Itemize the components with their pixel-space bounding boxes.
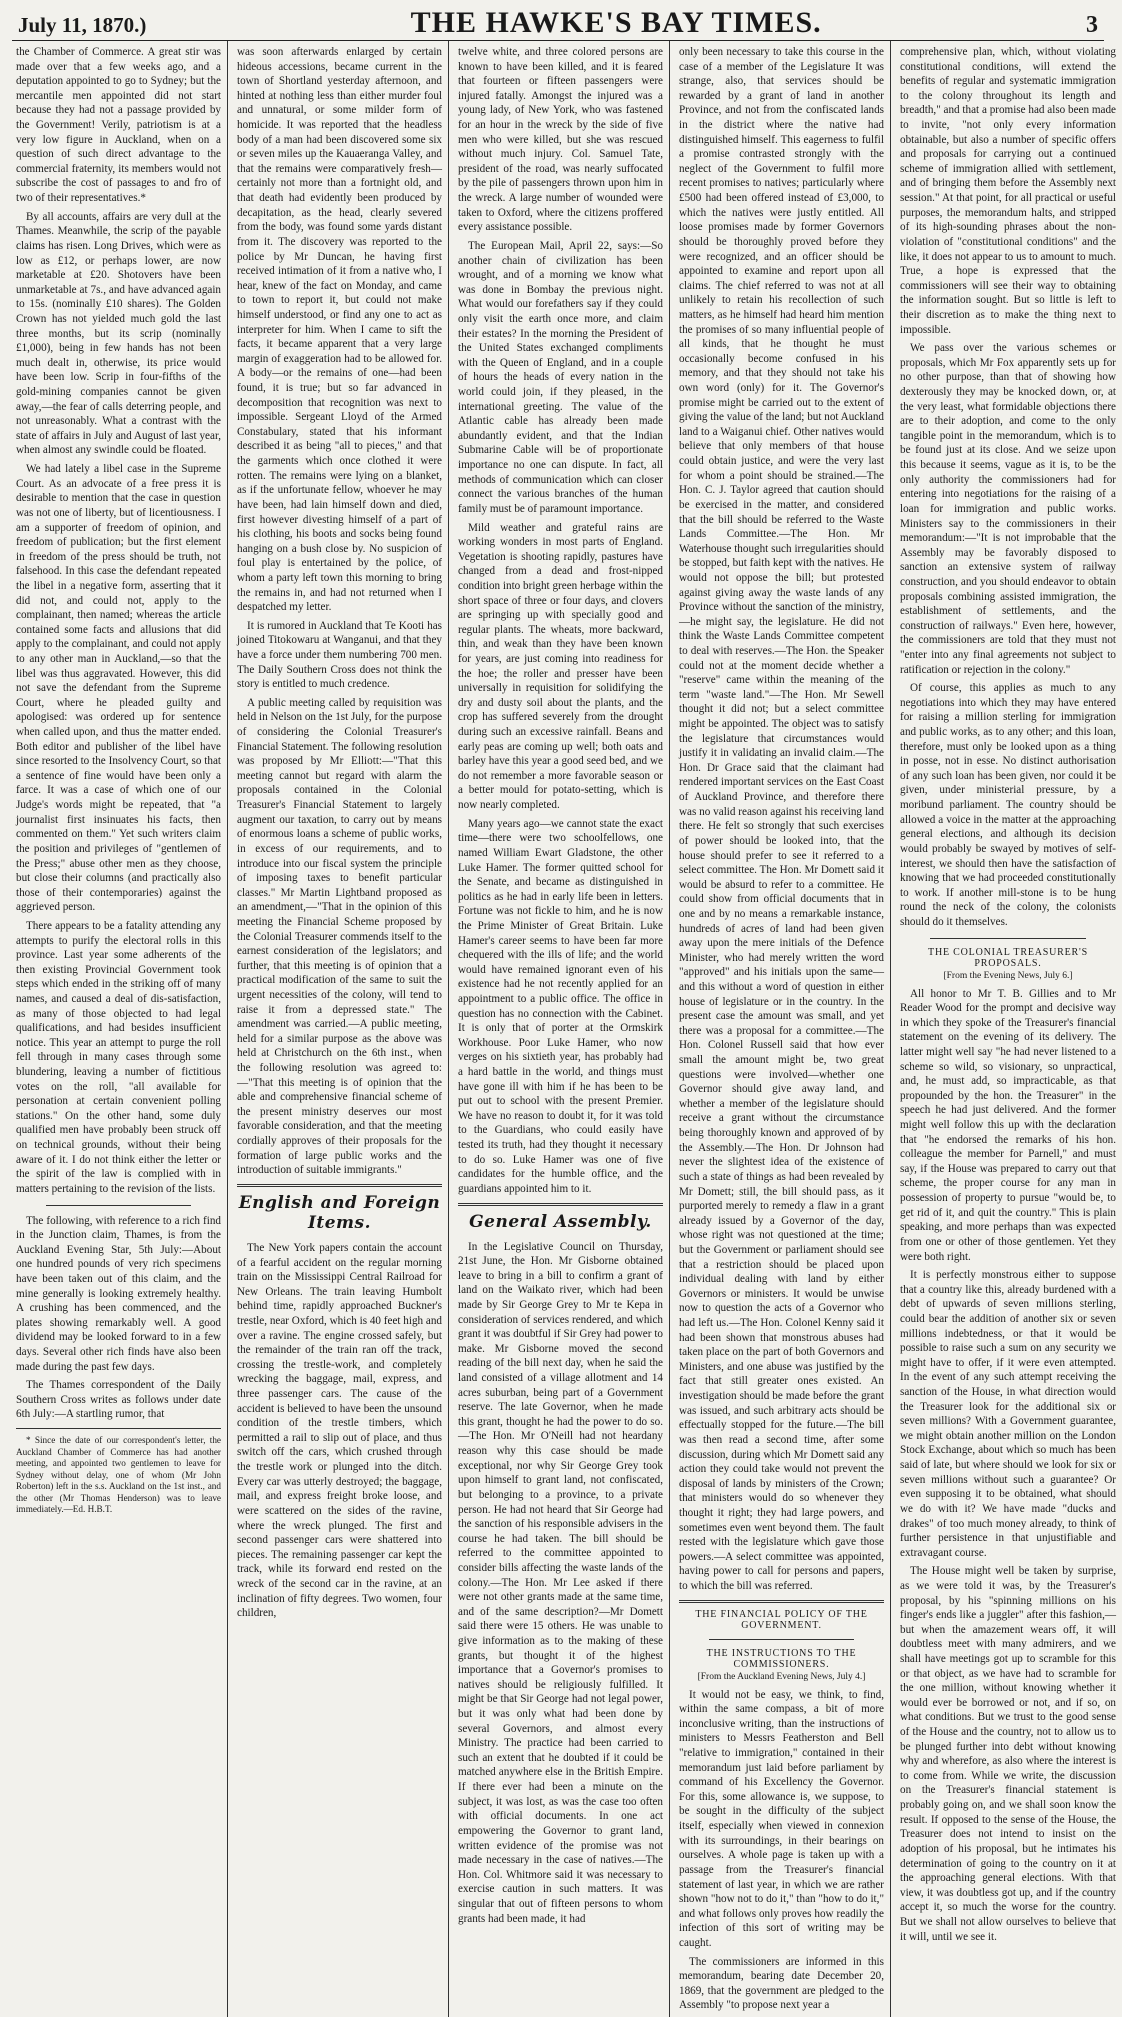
- article-paragraph: It is perfectly monstrous either to suppose that a country like this, already burdened with a debt of upwards of seven millions sterling, could bear the addition of another six or seven millions indebtedness, or that it would be possible to raise such a sum on any security we might have to offer, if it were even attempted. In the event of any such attempt receiving the sanction of the House, in what direction would the Treasurer look for the additional six or seven millions? With a Government guarantee, we might obtain another million on the London Stock Exchange, about which so much has been said of late, but where should we look for six or seven millions without such a guarantee? Or even supposing it to be obtained, what should we do with it? We have made "ducks and drakes" of too much money already, to think of further persistence in that unjustifiable and extravagant course.: [900, 1269, 1116, 1559]
- divider: [679, 1600, 884, 1603]
- divider: [930, 938, 1086, 939]
- article-paragraph: twelve white, and three colored persons are known to have been killed, and it is feared that fourteen or fifteen passengers were injured fatally. Amongst the injured was a young lady, of New York, who was fastened for an hour in the wreck by the side of five men who were killed, but she was rescued without much injury. Col. Samuel Tate, president of the road, was nearly suffocated by the pile of passengers thrown upon him in the wreck. A large number of wounded were taken to Oxford, where the citizens proffered every assistance possible.: [458, 46, 663, 234]
- column-5: [896, 41, 1122, 2017]
- section-heading: THE FINANCIAL POLICY OF THE GOVERNMENT.: [695, 1608, 868, 1631]
- column-3: [454, 41, 670, 2017]
- page-number: 3: [1085, 12, 1098, 38]
- article-paragraph: The New York papers contain the account of a fearful accident on the regular morning train on the Mississippi Central Railroad for New Orleans. The train leaving Humbolt behind time, rapidly approached Buckner's trestle, near Oxford, which is 40 feet high and over a ravine. The engine crossed safely, but the remainder of the train ran off the track, crossing the trestle-work, and completely wrecking the baggage, mail, express, and three passenger cars. The cause of the accident is believed to have been the unsound condition of the trestle timbers, which permitted a rail to slip out of place, and thus switch off the cars, which crushed through the trestle work or plunged into the ditch. Every car was utterly destroyed; the baggage, mail, and express freight broke loose, and were scattered on the sides of the ravine, where the wreck plunged. The first and second passenger cars were shattered into pieces. The remaining passenger car kept the track, while its forward end rested on the wreck of the second car in the ravine, at an inclination of fifty degrees. Two women, four children,: [237, 1241, 442, 1620]
- article-paragraph: Many years ago—we cannot state the exact time—there were two schoolfellows, one named William Ewart Gladstone, the other Luke Hamer. The former quitted school for the Senate, and became as distinguished in politics as he had in early life been in letters. Fortune was not fickle to him, and he is now the Prime Minister of Great Britain. Luke Hamer's career seems to have been far more chequered with the ills of life; and the world would have remained ignorant even of his existence had he not recently applied for an appointment to a public office. The office in question has no connection with the Cabinet. It is only that of porter at the Ormskirk Workhouse. Poor Luke Hamer, who now verges on his sixtieth year, has probably had a hard battle in the world, and things must have gone ill with him if he has been to be put out to school with the present Premier. We have no reason to doubt it, for it was told to the Guardians, who could easily have tested its truth, had they thought it necessary to do so. Luke Hamer was one of five candidates for the humble office, and the guardians appointed him to it.: [458, 817, 663, 1195]
- columns: [12, 41, 1116, 2012]
- column-4: [675, 41, 891, 2017]
- divider: [237, 1184, 442, 1187]
- newspaper-title: THE HAWKE'S BAY TIMES.: [410, 6, 822, 39]
- article-paragraph: The European Mail, April 22, says:—So another chain of civilization has been wrought, and of a morning we know what was done in Bombay the previous night. What would our forefathers say if they could only visit the earth once more, and claim their estates? In the morning the President of the United States exchanged compliments with the Queen of England, and in a couple of hours the heads of every nation in the world could join, if they pleased, in the international greeting. The value of the Atlantic cable has already been made abundantly evident, and that the Indian Submarine Cable will be of proportionate importance no one can dispute. In fact, all methods of communication which can closer connect the various branches of the human family must be of paramount importance.: [458, 239, 663, 515]
- article-paragraph: We pass over the various schemes or proposals, which Mr Fox apparently sets up for no other purpose, than that of showing how dexterously they may be knocked down, or, at the very least, what formidable objections there are to their adoption, and come to the only tangible point in the memorandum, which is to be found just at its close. And we seize upon this because it seems, vague as it is, to be the only authority the commissioners had for entering into negotiations for the raising of a loan for immigration and public works. Ministers say to the commissioners in their memorandum:—"It is not improbable that the Assembly may be favorably disposed to sanction an extensive system of railway construction, and you should endeavor to obtain proposals combining assisted immigration, the establishment of settlements, and the construction of railways." Even here, however, the commissioners are told that they must not "enter into any final agreements not subject to ratification or rejection in the colony.": [900, 342, 1116, 676]
- article-paragraph: There appears to be a fatality attending any attempts to purify the electoral rolls in this province. Last year some adherents of the then existing Provincial Government took steps which ended in the striking off of many names, and caused a deal of dis-satisfaction, as many of those objected to had legal qualifications, and had besides insufficient notice. This year an attempt to purge the roll fell through in many cases through some blundering, leaving a number of fictitious votes on the roll, "all available for personation at certain convenient polling stations." On the other hand, some duly qualified men have probably been struck off on technical grounds, without their being aware of it. I do not think either the letter or the spirit of the law is complied with in matters pertaining to the revision of the lists.: [16, 919, 221, 1195]
- article-paragraph: was soon afterwards enlarged by certain hideous accessions, became current in the town of Shortland yesterday afternoon, and hinted at nothing less than either murder foul and unnatural, or some milder form of homicide. It was reported that the headless body of a man had been discovered some six or seven miles up the Kauaeranga Valley, and that the remains were comparatively fresh—certainly not more than a fortnight old, and that death had evidently been produced by decapitation, as the head, clearly severed from the body, was found some yards distant from it. The discovery was reported to the police by Mr Duncan, he having first received intimation of it from a native who, I hear, knew of the fact on Monday, and came to town to report it, but could not make himself understood, or find any one to act as interpreter for him. When I came to sift the facts, it became apparent that a very large margin of exaggeration had to be allowed for. A body—or the remains of one—had been found, it is true; but so far advanced in decomposition that recognition was next to impossible. Sergeant Lloyd of the Armed Constabulary, stated that his informant described it as being "all to pieces," and that the garments which once clothed it were rotten. The remains were lying on a blanket, as if the unfortunate fellow, whoever he may have been, had lain himself down and died, first however divesting himself of a part of his clothing, his boots and socks being found hanging on a bush close by. No suspicion of foul play is entertained by the police, of whom a party left town this morning to bring the remains in, and had not returned when I despatched my letter.: [237, 46, 442, 614]
- article-paragraph: The following, with reference to a rich find in the Junction claim, Thames, is from the Auckland Evening Star, 5th July:—About one hundred pounds of very rich specimens have been taken out of this claim, and the mine generally is looking extremely healthy. A crushing has been commenced, and the plates showing remarkably well. A good dividend may be looked forward to in a few days. Several other rich finds have also been made during the past few days.: [16, 1214, 221, 1373]
- article-paragraph: the Chamber of Commerce. A great stir was made over that a few weeks ago, and a deputation appointed to go to Sydney; but the mercantile men appointed did not start because they had not a passage provided by the Government! Verily, patriotism is at a very low figure in Auckland, when on a question of such direct advantage to the commercial fraternity, its members would not subscribe the cost of passages to and fro of two of their representatives.*: [16, 46, 221, 205]
- article-paragraph: We had lately a libel case in the Supreme Court. As an advocate of a free press it is desirable to mention that the case in question was not one of liberty, but of licentiousness. I am a supporter of freedom of opinion, and freedom of publication; but the first element in freedom of the press should be truth, not falsehood. In this case the defendant repeated the libel in a negative form, asserting that it did not, and could not, apply to the complainant, then named; whereas the article contained some facts and allusions that did apply to the complainant, and could not apply to any other man in Auckland,—so that the libel was thus aggravated. However, this did not save the defendant from the Supreme Court, where he pleaded guilty and apologised: was ordered up for sentence when called upon, and thus the matter ended. Both editor and publisher of the libel have since resorted to the Insolvency Court, so that a sentence of fine would have been only a farce. It was a case of which one of our Judge's words might be repeated, that "a journalist first insinuates his facts, then commented on them." Yet such writers claim the position and privileges of "gentlemen of the Press;" abuse other men as they choose, but close their columns (and practically also those of their contemporaries) against the aggrieved person.: [16, 463, 221, 914]
- issue-date: July 11, 1870.): [18, 13, 147, 37]
- article-paragraph: By all accounts, affairs are very dull at the Thames. Meanwhile, the scrip of the payable claims has risen. Long Drives, which were as low as £12, or perhaps lower, are now marketable at £20. Shotovers have been unmarketable at 7s., and have advanced again to 15s. (nominally £10 shares). The Golden Crown has not yielded much gold the last three months, but its scrip (nominally £1,000), being in few hands has not been much dealt in, otherwise, its price would have been low. Scrip in four-fifths of the gold-mining companies cannot be given away,—the fear of calls deterring people, and not unreasonably. What a contrast with the state of affairs in July and August of last year, when almost any swindle could be floated.: [16, 210, 221, 457]
- column-1: [12, 41, 228, 2017]
- footnote: * Since the date of our correspondent's letter, the Auckland Chamber of Commerce has had another meeting, and appointed two gentlemen to leave for Sydney without delay, one of whom (Mr John Roberton) left in the s.s. Auckland on the 1st inst., and the other (Mr Thomas Henderson) was to leave immediately.—Ed. H.B.T.: [16, 1435, 221, 1515]
- article-paragraph: comprehensive plan, which, without violating constitutional conditions, will extend the benefits of regular and systematic immigration to the colony throughout its length and breadth," and that a promise had also been made to invite, "not only every information obtainable, but also a number of specific offers and proposals for carrying out a continued scheme of immigration allied with settlement, and of bringing them before the Assembly next session." At that point, for all practical or useful purposes, the memorandum halts, and stripped of its high-sounding phrases about the non-violation of "constitutional conditions" and the like, it does not appear to us to amount to much. True, a hope is expressed that the commissioners will see their way to obtaining the information sought. But so little is left to their discretion as to make the thing next to impossible.: [900, 46, 1116, 336]
- divider: [16, 1428, 221, 1429]
- article-paragraph: All honor to Mr T. B. Gillies and to Mr Reader Wood for the prompt and decisive way in which they spoke of the Treasurer's financial statement on the evening of its delivery. The latter might well say "he had never listened to a scheme so wild, so visionary, so unpractical, and, he must add, so impracticable, as that propounded by the hon. the Treasurer" in the speech he had just delivered. And the former might well follow this up with the declaration that "he endorsed the remarks of his hon. colleague the member for Parnell," and must say, if the House was prepared to carry out that scheme, the proper course for any man in possession of property to pursue "would be, to get rid of it, and quit the country." This is plain speaking, and more perhaps than was expected from one or other of those gentlemen. Yet they were both right.: [900, 987, 1116, 1263]
- divider: [709, 1639, 854, 1640]
- article-paragraph: The commissioners are informed in this memorandum, bearing date December 20, 1869, that the government are pledged to the Assembly "to propose next year a: [679, 1955, 884, 2012]
- article-paragraph: In the Legislative Council on Thursday, 21st June, the Hon. Mr Gisborne obtained leave to bring in a bill to confirm a grant of land on the Waikato river, which had been made by Sir George Grey to Mr te Kepa in consideration of services rendered, and which grant it was doubtful if Sir Grey had power to make. Mr Gisborne moved the second reading of the bill next day, when he said the land consisted of a village allotment and 14 acres suburban, being part of a Government reserve. The late Governor, when he made this grant, thought he had the power to do so.—The Hon. Mr O'Neill had not heardany reason why this case should be made exceptional, nor why Sir George Grey took upon himself to grant land, not confiscated, but belonging to a province, to a private person. He had not heard that Sir George had the sanction of his responsible advisers in the course he had taken. The bill should be referred to the committee appointed to consider bills affecting the waste lands of the colony.—The Hon. Mr Lee asked if there were not other grants made at the same time, and of the same description?—Mr Domett said there were 15 others. He was unable to give information as to the making of these grants, but thought it of the highest importance that a Governor's promises to natives should be religiously fulfilled. It might be that Sir George had not legal power, but it was only what had been done by several Governors, and almost every Ministry. The practice had been carried to such an extent that he doubted if it could be matched anywhere else in the British Empire. If there ever had been a minute on the subject, it was lost, as was the case too often with official documents. In one act empowering the Governor to grant land, written evidence of the promise was not made necessary in the case of natives.—The Hon. Col. Whitmore said it was necessary to exercise caution in such matters. It was singular that out of fifteen persons to whom grants had been made, it had: [458, 1240, 663, 1925]
- article-paragraph: only been necessary to take this course in the case of a member of the Legislature It was strange, also, that services should be rewarded by a grant of land in another Province, and not from the confiscated lands in the district where the native had distinguished himself. This eagerness to fulfil a promise contrasted strongly with the neglect of the Government to fulfil more recent promises to natives; particularly where £500 had been offered instead of £3,000, to which the natives were justly entitled. All loose promises made by former Governors should be thoroughly proved before they were recognized, and an officer should be appointed to examine and report upon all claims. The chief referred to was not at all unlikely to retain his recollection of such matters, as he himself had heard him mention the promises of so many influential people of all kinds, that he thought he must occasionally become confused in his memory, and that they should not take his own word (only) for it. The Governor's promise might be carried out to the extent of giving the value of the land; but not Auckland land to a Waiganui chief. Other natives would believe that only members of that house could obtain justice, and were the very last for whom a point should be strained.—The Hon. C. J. Taylor agreed that caution should be exercised in the matter, and considered that the bill should be referred to the Waste Lands Committee.—The Hon. Mr Waterhouse thought such irregularities should be stopped, but faith kept with the natives. He would not oppose the bill; but protested against giving away the waste lands of any Province without the sanction of the ministry,—he might say, the legislature. He did not think the Waste Lands Committee competent to deal with reserves.—The Hon. the Speaker could not at the moment decide whether a "reserve" came within the meaning of the term "waste land."—The Hon. Mr Sewell thought it did not; but a select committee might be appointed. The object was to satisfy the legislature that circumstances would justify it in validating an invalid claim.—The Hon. Dr Grace said that the claimant had rendered important services on the East Coast of Auckland Province, and therefore there was no valid reason against his receiving land there. He felt so strongly that such exercises of power should be looked into, that the house should prefer to see it referred to a select committee. The Hon. Mr Domett said it would be absurd to refer to a committee. He could show from official documents that in one and by no means a remarkable instance, hundreds of acres of land had been given away upon the mere initials of the Defence Minister, who had merely written the word "approved" and his initials upon the same—and this without a word of question in either house of legislature or in the country. In the present case the amount was small, and yet there was a proposal for a committee.—The Hon. Colonel Russell said that how ever small the amount might be, two great questions were involved—whether one Governor should give away land, and whether a member of the legislature should receive a grant without the circumstance being thoroughly known and approved of by the Assembly.—The Hon. Dr Johnson had never the slightest idea of the existence of such a state of things as had been revealed by Mr Domett; still, the bill should pass, as it purported merely to remedy a flaw in a grant already issued by a Governor of the day, whose right was not questioned at the time; but the Government or parliament should see that a restriction should be placed upon individual dealing with land by either Governors or ministers. It would be unwise now to question the acts of a Governor who had left us.—The Hon. Colonel Kenny said it had been shown that monstrous abuses had taken place on the part of both Governors and Ministers, and one abuse was justified by the fact that still greater ones existed. An investigation should be made before the grant was issued, and such arbitrary acts should be effectually stopped for the future.—The bill was then read a second time, after some discussion, during which Mr Domett said any action they could take would not prevent the disposal of lands by ministers of the Crown; that ministers would do so whenever they thought it right; they had large powers, and sometimes even went beyond them. The fault rested with the legislature which gave those powers.—A select committee was appointed, having power to call for persons and papers, to which the bill was referred.: [679, 46, 884, 1592]
- column-2: [233, 41, 449, 2017]
- article-paragraph: A public meeting called by requisition was held in Nelson on the 1st July, for the purpose of considering the Colonial Treasurer's Financial Statement. The following resolution was proposed by Mr Elliott:—"That this meeting cannot but regard with alarm the proposals contained in the Colonial Treasurer's Financial Statement to largely augment our taxation, to carry out by means of enormous loans a scheme of public works, in excess of our requirements, and to introduce into our fiscal system the principle of imposing taxes to benefit particular classes." Mr Martin Lightband proposed as an amendment,—"That in the opinion of this meeting the Financial Scheme proposed by the Colonial Treasurer commends itself to the earnest consideration of the legislators; and further, that this meeting is of opinion that a practical modification of the same to suit the urgent necessities of the colony, will tend to raise it from a depressed state." The amendment was carried.—A public meeting, held for a similar purpose as the above was held at Christchurch on the 6th inst., when the following resolution was agreed to:—"That this meeting is of opinion that the able and comprehensive financial scheme of the present ministry deserves our most favorable consideration, and that the meeting cordially approves of their proposals for the formation of large public works and the introduction of suitable immigrants.": [237, 696, 442, 1177]
- source-line: [From the Auckland Evening News, July 4.]: [697, 1671, 866, 1682]
- masthead: [12, 6, 1104, 41]
- source-line: [From the Evening News, July 6.]: [943, 970, 1073, 981]
- article-paragraph: The House might well be taken by surprise, as we were told it was, by the Treasurer's proposal, by his "spinning millions on his finger's ends like a juggler" after this fashion,—but when the amazement wears off, it will doubtless meet with many admirers, and we shall have meetings got up to scramble for this or that object, as we have had to scramble for the one million, without knowing whether it would ever be borrowed or not, and if so, on what conditions. But we trust to the good sense of the House and the country, not to allow us to be plunged further into debt without knowing why and wherefore, as also where the interest is to come from. While we write, the discussion on the Treasurer's financial statement is probably going on, and we shall soon know the result. If opposed to the sense of the House, the Treasurer does not intend to insist on the adoption of his proposal, but he intimates his determination of going to the country on it at the approaching general elections. With that view, it was doubtless got up, and if the country accept it, so much the worse for the country. But we shall not allow ourselves to believe that it will, until we see it.: [900, 1565, 1116, 1943]
- section-heading: General Assembly.: [469, 1211, 652, 1232]
- article-paragraph: Of course, this applies as much to any negotiations into which they may have entered for raising a million sterling for immigration and public works, as to any other; and this loan, therefore, must only be looked upon as a thing in posse, not in esse. No distinct authorisation of any such loan has been given, nor could it be given, under ministerial pressure, by a moribund parliament. The country should be allowed a voice in the matter at the approaching general elections, and although its decision would probably be swayed by motives of self-interest, we should then have the satisfaction of knowing that we had proceeded constitutionally to work. If another mill-stone is to be hung round the neck of the colony, the colonists should do it themselves.: [900, 682, 1116, 928]
- divider: [46, 1205, 191, 1206]
- article-paragraph: The Thames correspondent of the Daily Southern Cross writes as follows under date 6th July:—A startling rumor, that: [16, 1379, 221, 1421]
- section-heading: English and Foreign Items.: [238, 1192, 441, 1233]
- article-paragraph: It would not be easy, we think, to find, within the same compass, a bit of more inconclusive writing, than the instructions of ministers to Messrs Featherston and Bell "relative to immigration," contained in their memorandum just laid before parliament by command of his Excellency the Governor. For this, some allowance is, we suppose, to be sought in the difficulty of the subject itself, especially when viewed in connexion with its surroundings, in their bearings on ourselves. A whole page is taken up with a passage from the Treasurer's financial statement of last year, in which we are rather shown "how not to do it," than "how to do it," and what follows only proves how readily the infection of this sort of writing may be caught.: [679, 1688, 884, 1949]
- article-paragraph: It is rumored in Auckland that Te Kooti has joined Titokowaru at Wanganui, and that they have a force under them numbering 700 men. The Daily Southern Cross does not think the story is entitled to much credence.: [237, 619, 442, 691]
- subheading: THE INSTRUCTIONS TO THE COMMISSIONERS.: [706, 1647, 857, 1670]
- divider: [458, 1203, 663, 1206]
- section-heading: THE COLONIAL TREASURER'S PROPOSALS.: [928, 946, 1088, 969]
- article-paragraph: Mild weather and grateful rains are working wonders in most parts of England. Vegetation is shooting rapidly, pastures have changed from a dead and frost-nipped condition into bright green herbage within the short space of three or four days, and clovers are springing up with specially good and regular plants. The wheats, more backward, thin, and weak than they have been known for years, are just coming into readiness for the hoe; the roller and presser have been universally in requisition for solidifying the dry and dusty soil about the plants, and the crop has suffered severely from the drought during such an excessive rainfall. Beans and early peas are coming up well; both oats and barley have this year a good seed bed, and we do not remember a more favorable season or a better mould for potato-setting, which is now nearly completed.: [458, 521, 663, 812]
